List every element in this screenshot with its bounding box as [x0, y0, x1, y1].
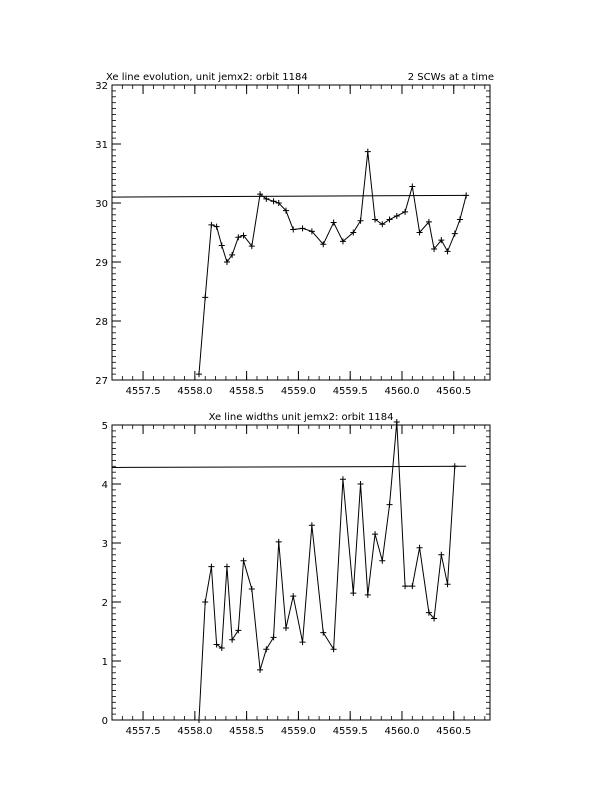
- x-tick-label: 4560.5: [436, 386, 472, 397]
- data-point-marker: [452, 231, 458, 237]
- data-point-marker: [331, 646, 337, 652]
- data-point-marker: [196, 717, 202, 723]
- data-point-marker: [417, 545, 423, 551]
- chart-annotation: 2 SCWs at a time: [407, 72, 494, 83]
- data-point-marker: [350, 590, 356, 596]
- data-point-marker: [208, 564, 214, 570]
- x-tick-label: 4557.5: [125, 386, 161, 397]
- data-point-marker: [379, 221, 385, 227]
- x-tick-label: 4558.5: [229, 726, 265, 737]
- data-point-marker: [219, 645, 225, 651]
- data-point-marker: [365, 592, 371, 598]
- data-point-marker: [394, 213, 400, 219]
- x-tick-label: 4560.5: [436, 726, 472, 737]
- data-point-marker: [402, 209, 408, 215]
- data-point-marker: [340, 476, 346, 482]
- data-point-marker: [372, 531, 378, 537]
- data-point-marker: [300, 639, 306, 645]
- data-point-marker: [387, 502, 393, 508]
- y-tick-label: 30: [95, 199, 108, 210]
- y-tick-label: 31: [95, 140, 108, 151]
- x-tick-label: 4560.0: [384, 726, 420, 737]
- data-point-marker: [300, 225, 306, 231]
- data-point-marker: [219, 242, 225, 248]
- data-point-marker: [249, 586, 255, 592]
- data-point-marker: [208, 222, 214, 228]
- data-point-marker: [271, 198, 277, 204]
- data-point-marker: [457, 217, 463, 223]
- data-point-marker: [394, 419, 400, 425]
- data-point-marker: [358, 481, 364, 487]
- series-line: [199, 152, 466, 374]
- x-tick-label: 4559.5: [332, 386, 368, 397]
- data-point-marker: [235, 234, 241, 240]
- plot-frame: [112, 85, 490, 380]
- y-tick-label: 5: [101, 421, 108, 432]
- data-point-marker: [214, 224, 220, 230]
- data-point-marker: [372, 217, 378, 223]
- data-point-marker: [445, 248, 451, 254]
- y-tick-label: 29: [95, 258, 108, 269]
- y-tick-label: 1: [101, 657, 108, 668]
- y-tick-label: 4: [101, 480, 108, 491]
- data-point-marker: [365, 149, 371, 155]
- data-point-marker: [290, 593, 296, 599]
- data-point-marker: [358, 218, 364, 224]
- y-tick-label: 3: [101, 539, 108, 550]
- data-point-marker: [224, 564, 230, 570]
- data-point-marker: [452, 463, 458, 469]
- data-point-marker: [379, 558, 385, 564]
- data-point-marker: [409, 183, 415, 189]
- y-tick-label: 27: [95, 376, 108, 387]
- data-point-marker: [276, 539, 282, 545]
- data-point-marker: [331, 219, 337, 225]
- data-point-marker: [309, 522, 315, 528]
- data-point-marker: [263, 646, 269, 652]
- data-point-marker: [241, 558, 247, 564]
- data-point-marker: [320, 630, 326, 636]
- x-tick-label: 4559.0: [280, 386, 316, 397]
- data-point-marker: [402, 583, 408, 589]
- data-point-marker: [290, 227, 296, 233]
- data-point-marker: [257, 667, 263, 673]
- chart-xe-line-evolution: [95, 72, 494, 397]
- x-tick-label: 4558.0: [177, 386, 213, 397]
- chart-xe-line-widths: [102, 412, 490, 737]
- chart-title: Xe line widths unit jemx2: orbit 1184: [208, 412, 394, 423]
- x-tick-label: 4559.5: [332, 726, 368, 737]
- data-point-marker: [202, 599, 208, 605]
- data-point-marker: [445, 581, 451, 587]
- chart-title: Xe line evolution, unit jemx2: orbit 1184: [106, 72, 308, 83]
- data-point-marker: [196, 371, 202, 377]
- data-point-marker: [463, 192, 469, 198]
- x-tick-label: 4558.5: [229, 386, 265, 397]
- x-tick-label: 4560.0: [384, 386, 420, 397]
- x-tick-label: 4559.0: [280, 726, 316, 737]
- x-tick-label: 4557.5: [125, 726, 161, 737]
- y-tick-label: 2: [101, 598, 108, 609]
- data-point-marker: [387, 217, 393, 223]
- data-point-marker: [271, 634, 277, 640]
- data-point-marker: [229, 637, 235, 643]
- data-point-marker: [409, 583, 415, 589]
- y-tick-label: 0: [101, 716, 108, 727]
- x-tick-label: 4558.0: [177, 726, 213, 737]
- reference-line: [112, 466, 466, 467]
- reference-line: [112, 195, 466, 197]
- data-point-marker: [283, 625, 289, 631]
- data-point-marker: [202, 294, 208, 300]
- data-point-marker: [438, 552, 444, 558]
- data-point-marker: [214, 641, 220, 647]
- y-tick-label: 32: [95, 81, 108, 92]
- y-tick-label: 28: [95, 317, 108, 328]
- data-point-marker: [235, 627, 241, 633]
- plot-frame: [112, 425, 490, 720]
